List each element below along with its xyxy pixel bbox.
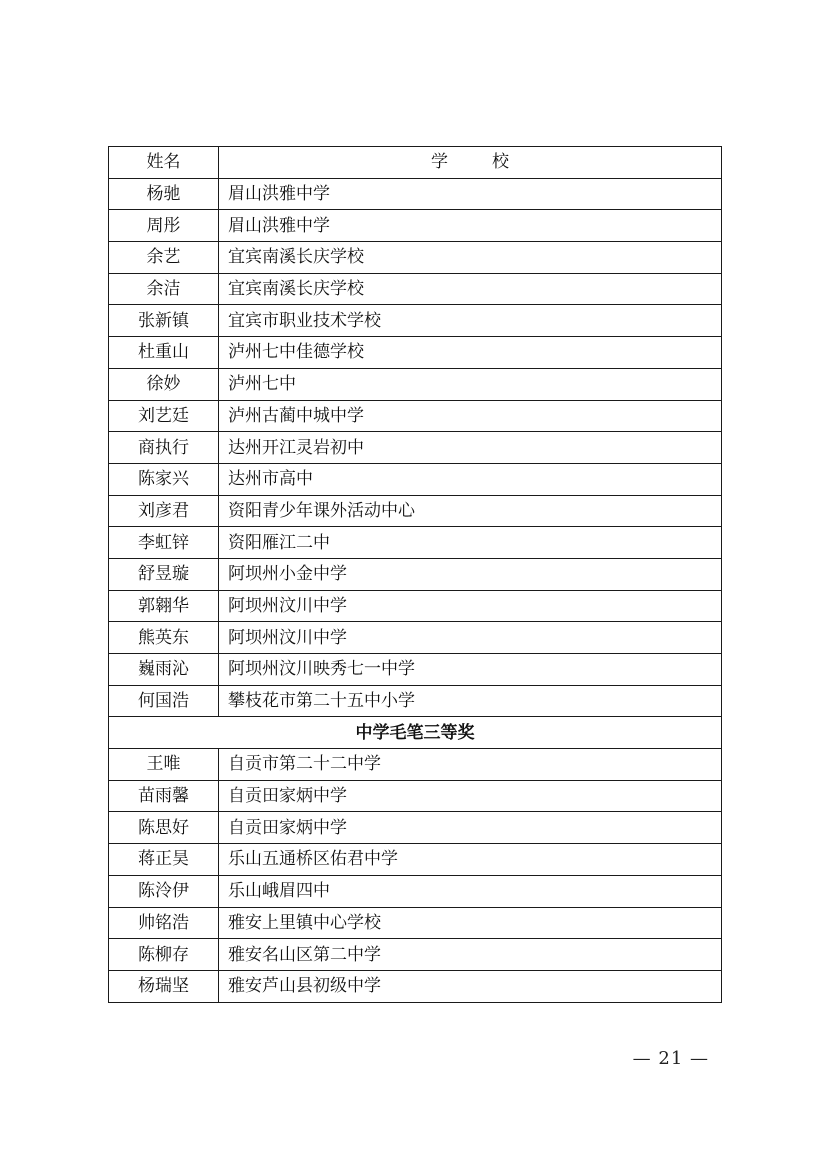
school-column-header — [219, 147, 722, 179]
table-row — [109, 970, 722, 1002]
table-row — [109, 749, 722, 781]
table-row — [109, 210, 722, 242]
school-name-cell: 眉山洪雅中学 — [219, 178, 722, 210]
school-name-cell: 宜宾南溪长庆学校 — [219, 242, 722, 274]
student-name-cell: 杜重山 — [109, 337, 219, 369]
page-number: — 21 — — [632, 1048, 709, 1069]
school-name-cell: 泸州古蔺中城中学 — [219, 400, 722, 432]
award-section-title: 中学毛笔三等奖 — [109, 717, 722, 749]
school-heading — [431, 152, 509, 172]
student-name-cell: 徐妙 — [109, 368, 219, 400]
student-name-cell: 帅铭浩 — [109, 907, 219, 939]
table-row — [109, 273, 722, 305]
table-row — [109, 242, 722, 274]
school-name-cell: 雅安上里镇中心学校 — [219, 907, 722, 939]
school-name-cell: 雅安芦山县初级中学 — [219, 970, 722, 1002]
school-name-cell: 阿坝州汶川映秀七一中学 — [219, 654, 722, 686]
school-name-cell: 资阳雁江二中 — [219, 527, 722, 559]
student-name-cell: 舒昱璇 — [109, 558, 219, 590]
student-name-cell: 王唯 — [109, 749, 219, 781]
award-roster-body — [109, 147, 722, 1003]
student-name-cell: 余艺 — [109, 242, 219, 274]
school-name-cell: 攀枝花市第二十五中小学 — [219, 685, 722, 717]
school-name-cell: 宜宾市职业技术学校 — [219, 305, 722, 337]
school-name-cell: 自贡市第二十二中学 — [219, 749, 722, 781]
table-row — [109, 590, 722, 622]
student-name-cell: 苗雨馨 — [109, 780, 219, 812]
table-row — [109, 432, 722, 464]
school-name-cell: 资阳青少年课外活动中心 — [219, 495, 722, 527]
student-name-cell: 商执行 — [109, 432, 219, 464]
table-row — [109, 558, 722, 590]
table-row — [109, 368, 722, 400]
school-name-cell: 雅安名山区第二中学 — [219, 939, 722, 971]
student-name-cell: 刘彦君 — [109, 495, 219, 527]
student-name-cell: 熊英东 — [109, 622, 219, 654]
school-name-cell: 阿坝州汶川中学 — [219, 590, 722, 622]
table-row — [109, 685, 722, 717]
school-name-cell: 阿坝州汶川中学 — [219, 622, 722, 654]
school-heading-right: 校 — [492, 152, 509, 173]
school-name-cell: 达州开江灵岩初中 — [219, 432, 722, 464]
school-name-cell: 自贡田家炳中学 — [219, 780, 722, 812]
award-list-sheet — [108, 146, 722, 1003]
school-name-cell: 宜宾南溪长庆学校 — [219, 273, 722, 305]
table-row — [109, 812, 722, 844]
school-name-cell: 乐山峨眉四中 — [219, 875, 722, 907]
table-row — [109, 305, 722, 337]
award-section-row — [109, 717, 722, 749]
student-name-cell: 陈思好 — [109, 812, 219, 844]
student-name-cell: 何国浩 — [109, 685, 219, 717]
student-name-cell: 李虹锌 — [109, 527, 219, 559]
table-row — [109, 622, 722, 654]
student-name-cell: 蒋正昊 — [109, 844, 219, 876]
school-name-cell: 阿坝州小金中学 — [219, 558, 722, 590]
table-row — [109, 178, 722, 210]
table-row — [109, 844, 722, 876]
student-name-cell: 陈家兴 — [109, 463, 219, 495]
table-row — [109, 527, 722, 559]
school-name-cell: 眉山洪雅中学 — [219, 210, 722, 242]
table-row — [109, 495, 722, 527]
table-row — [109, 780, 722, 812]
school-name-cell: 乐山五通桥区佑君中学 — [219, 844, 722, 876]
table-row — [109, 463, 722, 495]
table-row — [109, 939, 722, 971]
student-name-cell: 郭翱华 — [109, 590, 219, 622]
student-name-cell: 陈泠伊 — [109, 875, 219, 907]
student-name-cell: 杨瑞坚 — [109, 970, 219, 1002]
table-row — [109, 875, 722, 907]
student-name-cell: 刘艺廷 — [109, 400, 219, 432]
table-header-row — [109, 147, 722, 179]
table-row — [109, 337, 722, 369]
school-name-cell: 自贡田家炳中学 — [219, 812, 722, 844]
table-row — [109, 400, 722, 432]
school-name-cell: 泸州七中 — [219, 368, 722, 400]
student-name-cell: 周彤 — [109, 210, 219, 242]
school-name-cell: 达州市高中 — [219, 463, 722, 495]
student-name-cell: 余洁 — [109, 273, 219, 305]
table-row — [109, 907, 722, 939]
table-row — [109, 654, 722, 686]
student-name-cell: 陈柳存 — [109, 939, 219, 971]
school-heading-left: 学 — [431, 152, 448, 173]
award-roster-table — [108, 146, 722, 1003]
student-name-cell: 张新镇 — [109, 305, 219, 337]
school-name-cell: 泸州七中佳德学校 — [219, 337, 722, 369]
student-name-cell: 杨驰 — [109, 178, 219, 210]
student-name-cell: 巍雨沁 — [109, 654, 219, 686]
name-column-header: 姓名 — [109, 147, 219, 179]
